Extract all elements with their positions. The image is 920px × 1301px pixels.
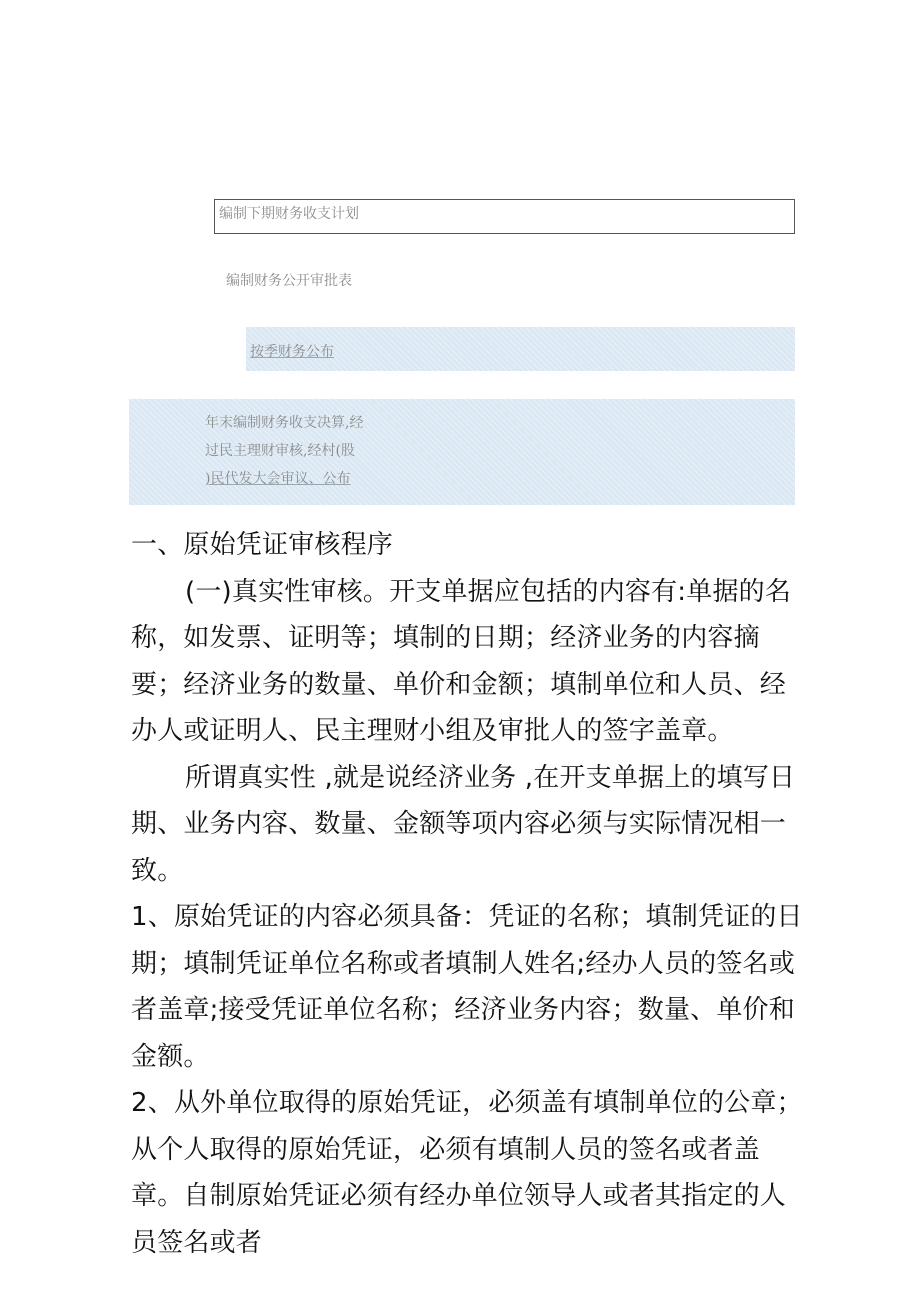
flow-box-approval-form-text: 编制财务公开审批表 xyxy=(226,273,352,289)
flow-box-plan-text: 编制下期财务收支计划 xyxy=(219,206,359,222)
flow-box-quarterly-publication-text: 按季财务公布 xyxy=(250,344,334,360)
flow-box-year-end-line-2: 过民主理财审核,经村(股 xyxy=(205,443,355,459)
list-item-required-content: 1、原始凭证的内容必须具备：凭证的名称；填制凭证的日期；填制凭证单位名称或者填制人姓名;经办人员的签名或者盖章;接受凭证单位名称；经济业务内容；数量、单价和金额。 xyxy=(131,902,803,1072)
document-body xyxy=(131,522,811,1266)
paragraph-authenticity-definition: 所谓真实性 ,就是说经济业务 ,在开支单据上的填写日期、业务内容、数量、金额等项内容必须与实际情况相一致。 xyxy=(131,762,796,886)
section-heading: 一、原始凭证审核程序 xyxy=(131,530,394,560)
flow-box-year-end-settlement xyxy=(129,399,795,505)
flow-box-approval-form xyxy=(226,270,352,290)
flow-box-year-end-line-3: )民代发大会审议、公布 xyxy=(205,471,351,487)
flow-box-plan xyxy=(214,199,795,234)
list-item-seal-requirement: 2、从外单位取得的原始凭证，必须盖有填制单位的公章；从个人取得的原始凭证，必须有填制人员的签名或者盖章。自制原始凭证必须有经办单位领导人或者其指定的人员签名或者 xyxy=(131,1088,803,1258)
flow-box-year-end-line-1: 年末编制财务收支决算,经 xyxy=(205,415,364,431)
flow-box-quarterly-publication xyxy=(246,327,795,371)
paragraph-authenticity-review: (一)真实性审核。开支单据应包括的内容有:单据的名称，如发票、证明等；填制的日期；经济业务的内容摘要；经济业务的数量、单价和金额；填制单位和人员、经办人或证明人、民主理财小组及审批人的签字盖章。 xyxy=(131,576,792,746)
